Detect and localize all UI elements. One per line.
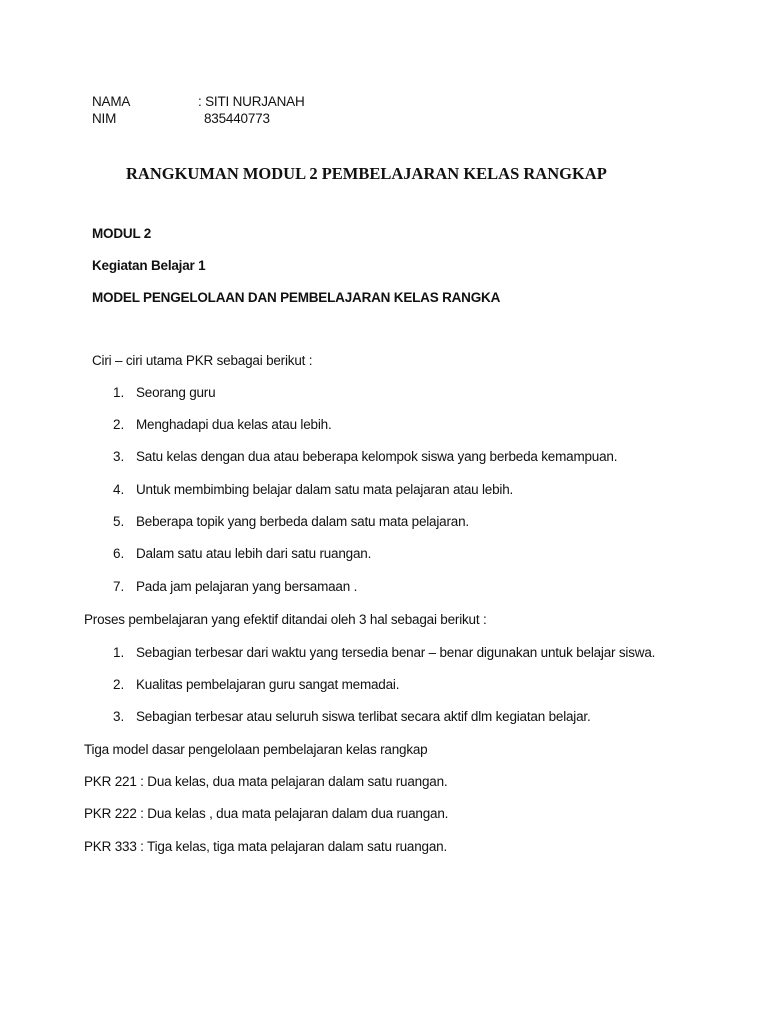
model-pkr-222: PKR 222 : Dua kelas , dua mata pelajaran dalam dua ruangan. [84,806,449,821]
ciri-item-3: Satu kelas dengan dua atau beberapa kelompok siswa yang berbeda kemampuan. [136,449,618,464]
ciri-num-6: 6. [113,546,125,561]
proses-item-1: Sebagian terbesar dari waktu yang tersedia benar – benar digunakan untuk belajar siswa. [136,645,656,660]
ciri-num-4: 4. [113,482,125,497]
proses-item-3: Sebagian terbesar atau seluruh siswa terlibat secara aktif dlm kegiatan belajar. [136,709,591,724]
nama-label: NAMA [92,94,131,109]
proses-item-2: Kualitas pembelajaran guru sangat memadai. [136,677,400,692]
ciri-num-1: 1. [113,385,125,400]
module-heading: MODUL 2 [92,226,152,241]
proses-num-3: 3. [113,709,125,724]
proses-num-2: 2. [113,677,125,692]
ciri-num-3: 3. [113,449,125,464]
ciri-num-7: 7. [113,579,125,594]
models-intro: Tiga model dasar pengelolaan pembelajaran kelas rangkap [84,742,428,757]
ciri-item-5: Beberapa topik yang berbeda dalam satu mata pelajaran. [136,514,469,529]
ciri-item-7: Pada jam pelajaran yang bersamaan . [136,579,358,594]
proses-num-1: 1. [113,645,125,660]
document-title: RANGKUMAN MODUL 2 PEMBELAJARAN KELAS RANGKAP [126,164,607,183]
activity-heading: Kegiatan Belajar 1 [92,258,206,273]
nama-value: : SITI NURJANAH [198,94,305,109]
ciri-num-2: 2. [113,417,125,432]
ciri-item-4: Untuk membimbing belajar dalam satu mata pelajaran atau lebih. [136,482,514,497]
model-pkr-333: PKR 333 : Tiga kelas, tiga mata pelajaran dalam satu ruangan. [84,839,448,854]
proses-intro: Proses pembelajaran yang efektif ditandai oleh 3 hal sebagai berikut : [84,612,487,627]
ciri-item-2: Menghadapi dua kelas atau lebih. [136,417,332,432]
model-pkr-221: PKR 221 : Dua kelas, dua mata pelajaran dalam satu ruangan. [84,774,448,789]
ciri-item-6: Dalam satu atau lebih dari satu ruangan. [136,546,372,561]
subtitle-heading: MODEL PENGELOLAAN DAN PEMBELAJARAN KELAS RANGKA [92,290,501,305]
ciri-intro: Ciri – ciri utama PKR sebagai berikut : [92,353,313,368]
ciri-num-5: 5. [113,514,125,529]
ciri-item-1: Seorang guru [136,385,216,400]
nim-label: NIM [92,111,117,126]
nim-value: 835440773 [204,111,270,126]
